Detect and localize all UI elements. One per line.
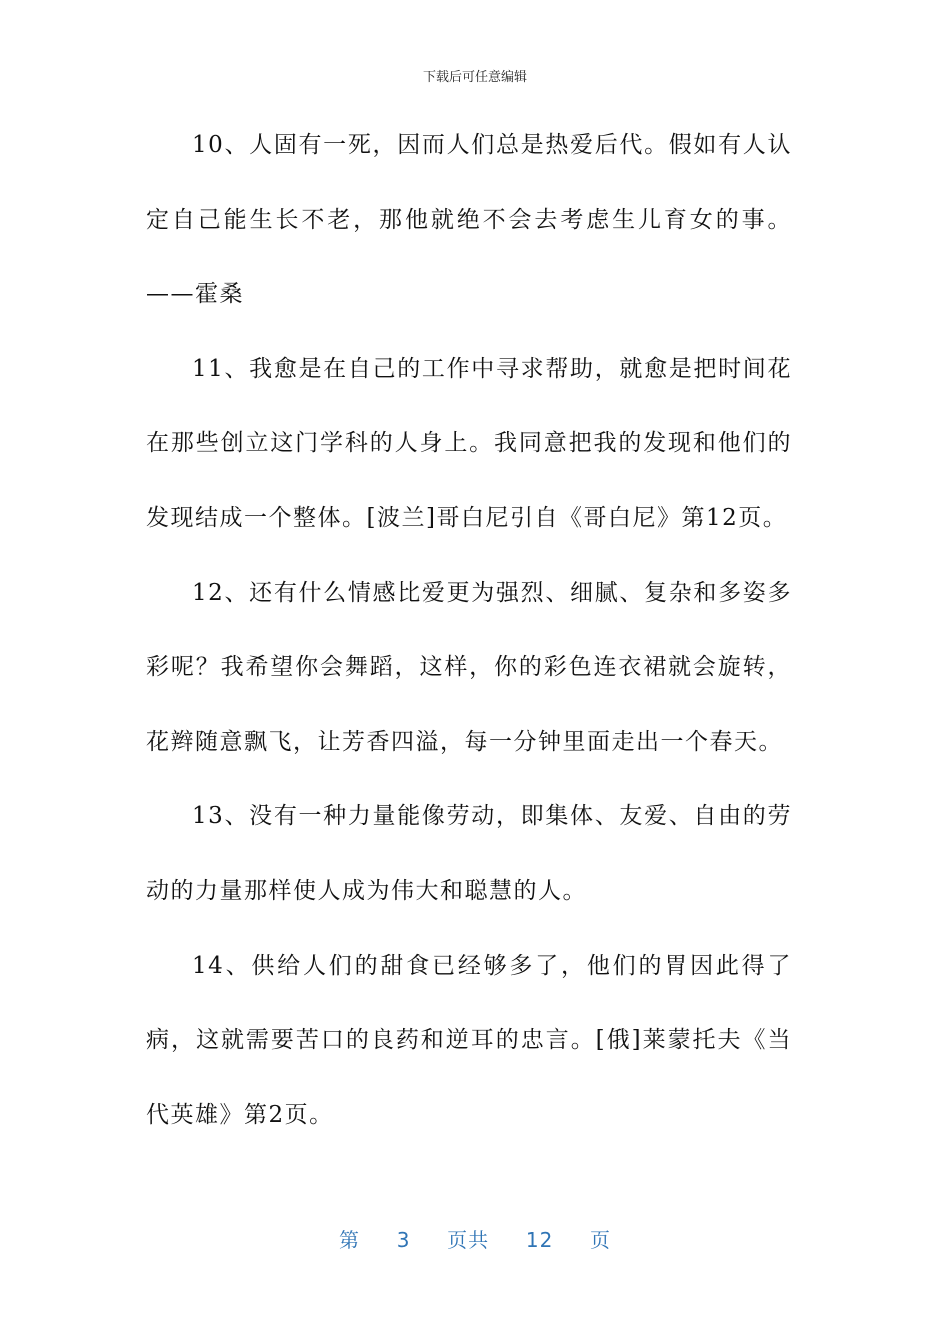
footer-suffix: 页 — [590, 1228, 612, 1252]
footer-prefix: 第 — [338, 1228, 360, 1252]
page-footer — [0, 1224, 950, 1253]
footer-current-page: 3 — [396, 1228, 411, 1252]
paragraph-11: 11、我愈是在自己的工作中寻求帮助，就愈是把时间花在那些创立这门学科的人身上。我同意把我的发现和他们的发现结成一个整体。[波兰]哥白尼引自《哥白尼》第12页。 — [146, 355, 792, 531]
paragraph-10: 10、人固有一死，因而人们总是热爱后代。假如有人认定自己能生长不老，那他就绝不会去考虑生儿育女的事。——霍桑 — [146, 132, 792, 308]
footer-middle: 页共 — [447, 1228, 490, 1252]
paragraph-13: 13、没有一种力量能像劳动，即集体、友爱、自由的劳动的力量那样使人成为伟大和聪慧的人。 — [146, 803, 792, 904]
paragraph-14: 14、供给人们的甜食已经够多了，他们的胃因此得了病，这就需要苦口的良药和逆耳的忠言。[俄]莱蒙托夫《当代英雄》第2页。 — [146, 952, 792, 1128]
footer-total-pages: 12 — [525, 1228, 554, 1252]
header-note: 下载后可任意编辑 — [422, 70, 527, 85]
paragraph-12: 12、还有什么情感比爱更为强烈、细腻、复杂和多姿多彩呢？我希望你会舞蹈，这样，你的彩色连衣裙就会旋转，花辫随意飘飞，让芳香四溢，每一分钟里面走出一个春天。 — [146, 579, 792, 755]
document-body — [146, 108, 792, 1152]
